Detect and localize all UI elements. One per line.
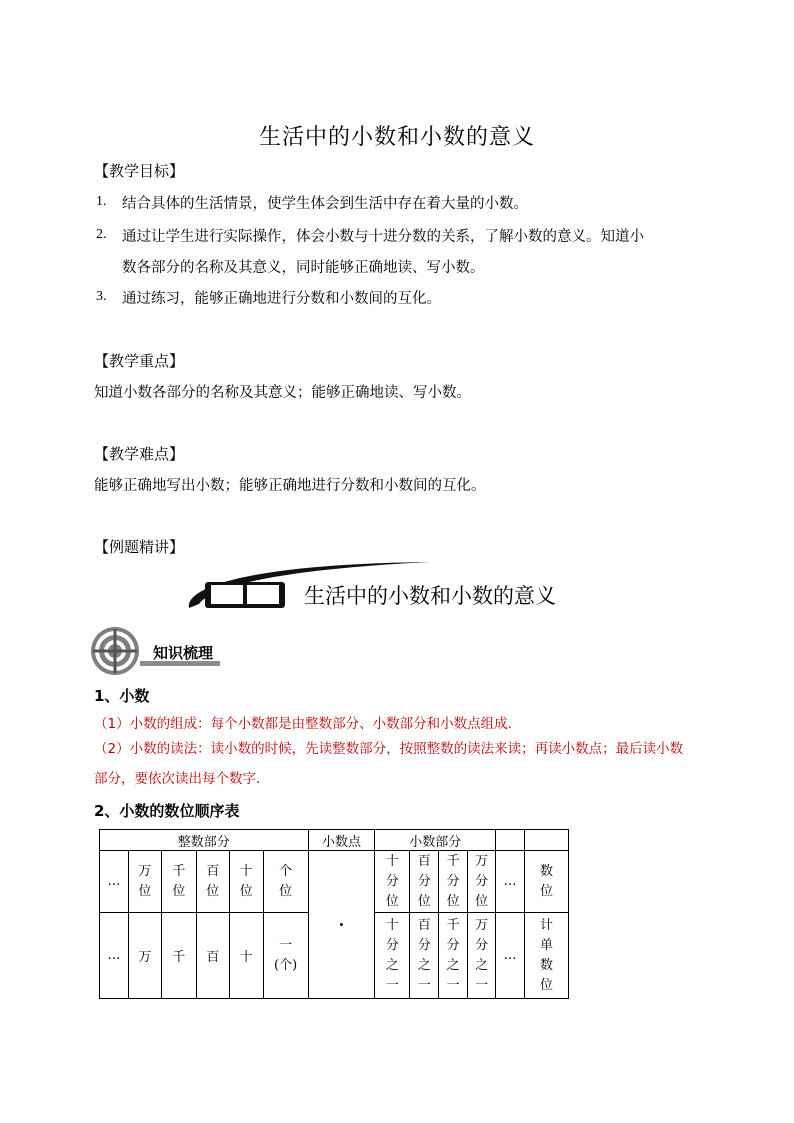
table-heading: 2、小数的数位顺序表: [94, 802, 240, 820]
book-icon: [203, 578, 287, 610]
ellipsis-cell: …: [496, 851, 525, 913]
row-label-place: 数 位: [525, 851, 569, 913]
banner-title: 生活中的小数和小数的意义: [304, 584, 556, 608]
ellipsis-cell: …: [100, 851, 129, 913]
examples-heading: 【例题精讲】: [94, 538, 185, 556]
header-empty: [525, 830, 569, 851]
place-cell: 百 位: [196, 851, 229, 913]
objective-1-number: 1.: [96, 194, 107, 209]
decimals-composition: （1）小数的组成：每个小数都是由整数部分、小数部分和小数点组成．: [94, 716, 522, 732]
decimal-point-cell: ·: [308, 851, 375, 999]
unit-cell: 千: [161, 913, 196, 999]
unit-cell: 一 (个): [263, 913, 308, 999]
difficulties-heading: 【教学难点】: [94, 445, 185, 463]
objective-1-text: 结合具体的生活情景，使学生体会到生活中存在着大量的小数。: [122, 196, 528, 212]
unit-cell: 十 分 之 一: [375, 913, 410, 999]
unit-cell: 万 分 之 一: [468, 913, 496, 999]
objective-2-number: 2.: [96, 227, 107, 242]
unit-cell: 百: [196, 913, 229, 999]
unit-cell: 千 分 之 一: [439, 913, 468, 999]
place-cell: 万 位: [128, 851, 161, 913]
place-cell: 千 位: [161, 851, 196, 913]
difficulties-text: 能够正确地写出小数；能够正确地进行分数和小数间的互化。: [94, 478, 486, 494]
row-label-unit: 计 单 数 位: [525, 913, 569, 999]
place-cell: 个 位: [263, 851, 308, 913]
header-decimal-part: 小数部分: [375, 830, 496, 851]
decimals-reading-line1: （2）小数的读法：读小数的时候，先读整数部分，按照整数的读法来读；再读小数点；最后读小数: [94, 741, 684, 757]
ellipsis-cell: …: [496, 913, 525, 999]
place-value-table: [99, 829, 569, 999]
header-empty: [496, 830, 525, 851]
place-cell: 十 分 位: [375, 851, 410, 913]
target-icon: [89, 625, 141, 677]
decimals-heading: 1、小数: [94, 687, 150, 705]
objective-3-text: 通过练习，能够正确地进行分数和小数间的互化。: [122, 291, 441, 307]
ellipsis-cell: …: [100, 913, 129, 999]
key-points-heading: 【教学重点】: [94, 352, 185, 370]
place-cell: 十 位: [229, 851, 263, 913]
key-points-text: 知道小数各部分的名称及其意义；能够正确地读、写小数。: [94, 385, 471, 401]
unit-cell: 百 分 之 一: [410, 913, 439, 999]
decimals-reading-line2: 部分，要依次读出每个数字．: [94, 771, 270, 787]
unit-cell: 万: [128, 913, 161, 999]
objectives-heading: 【教学目标】: [94, 162, 185, 180]
header-decimal-point: 小数点: [308, 830, 375, 851]
objective-3-number: 3.: [96, 289, 107, 304]
page-title: 生活中的小数和小数的意义: [258, 125, 535, 150]
place-cell: 万 分 位: [468, 851, 496, 913]
place-cell: 千 分 位: [439, 851, 468, 913]
place-cell: 百 分 位: [410, 851, 439, 913]
section-label: 知识梳理: [153, 644, 214, 662]
header-integer-part: 整数部分: [100, 830, 309, 851]
objective-2-text-line2: 数各部分的名称及其意义，同时能够正确地读、写小数。: [122, 260, 485, 276]
objective-2-text-line1: 通过让学生进行实际操作，体会小数与十进分数的关系，了解小数的意义。知道小: [122, 229, 644, 245]
unit-cell: 十: [229, 913, 263, 999]
